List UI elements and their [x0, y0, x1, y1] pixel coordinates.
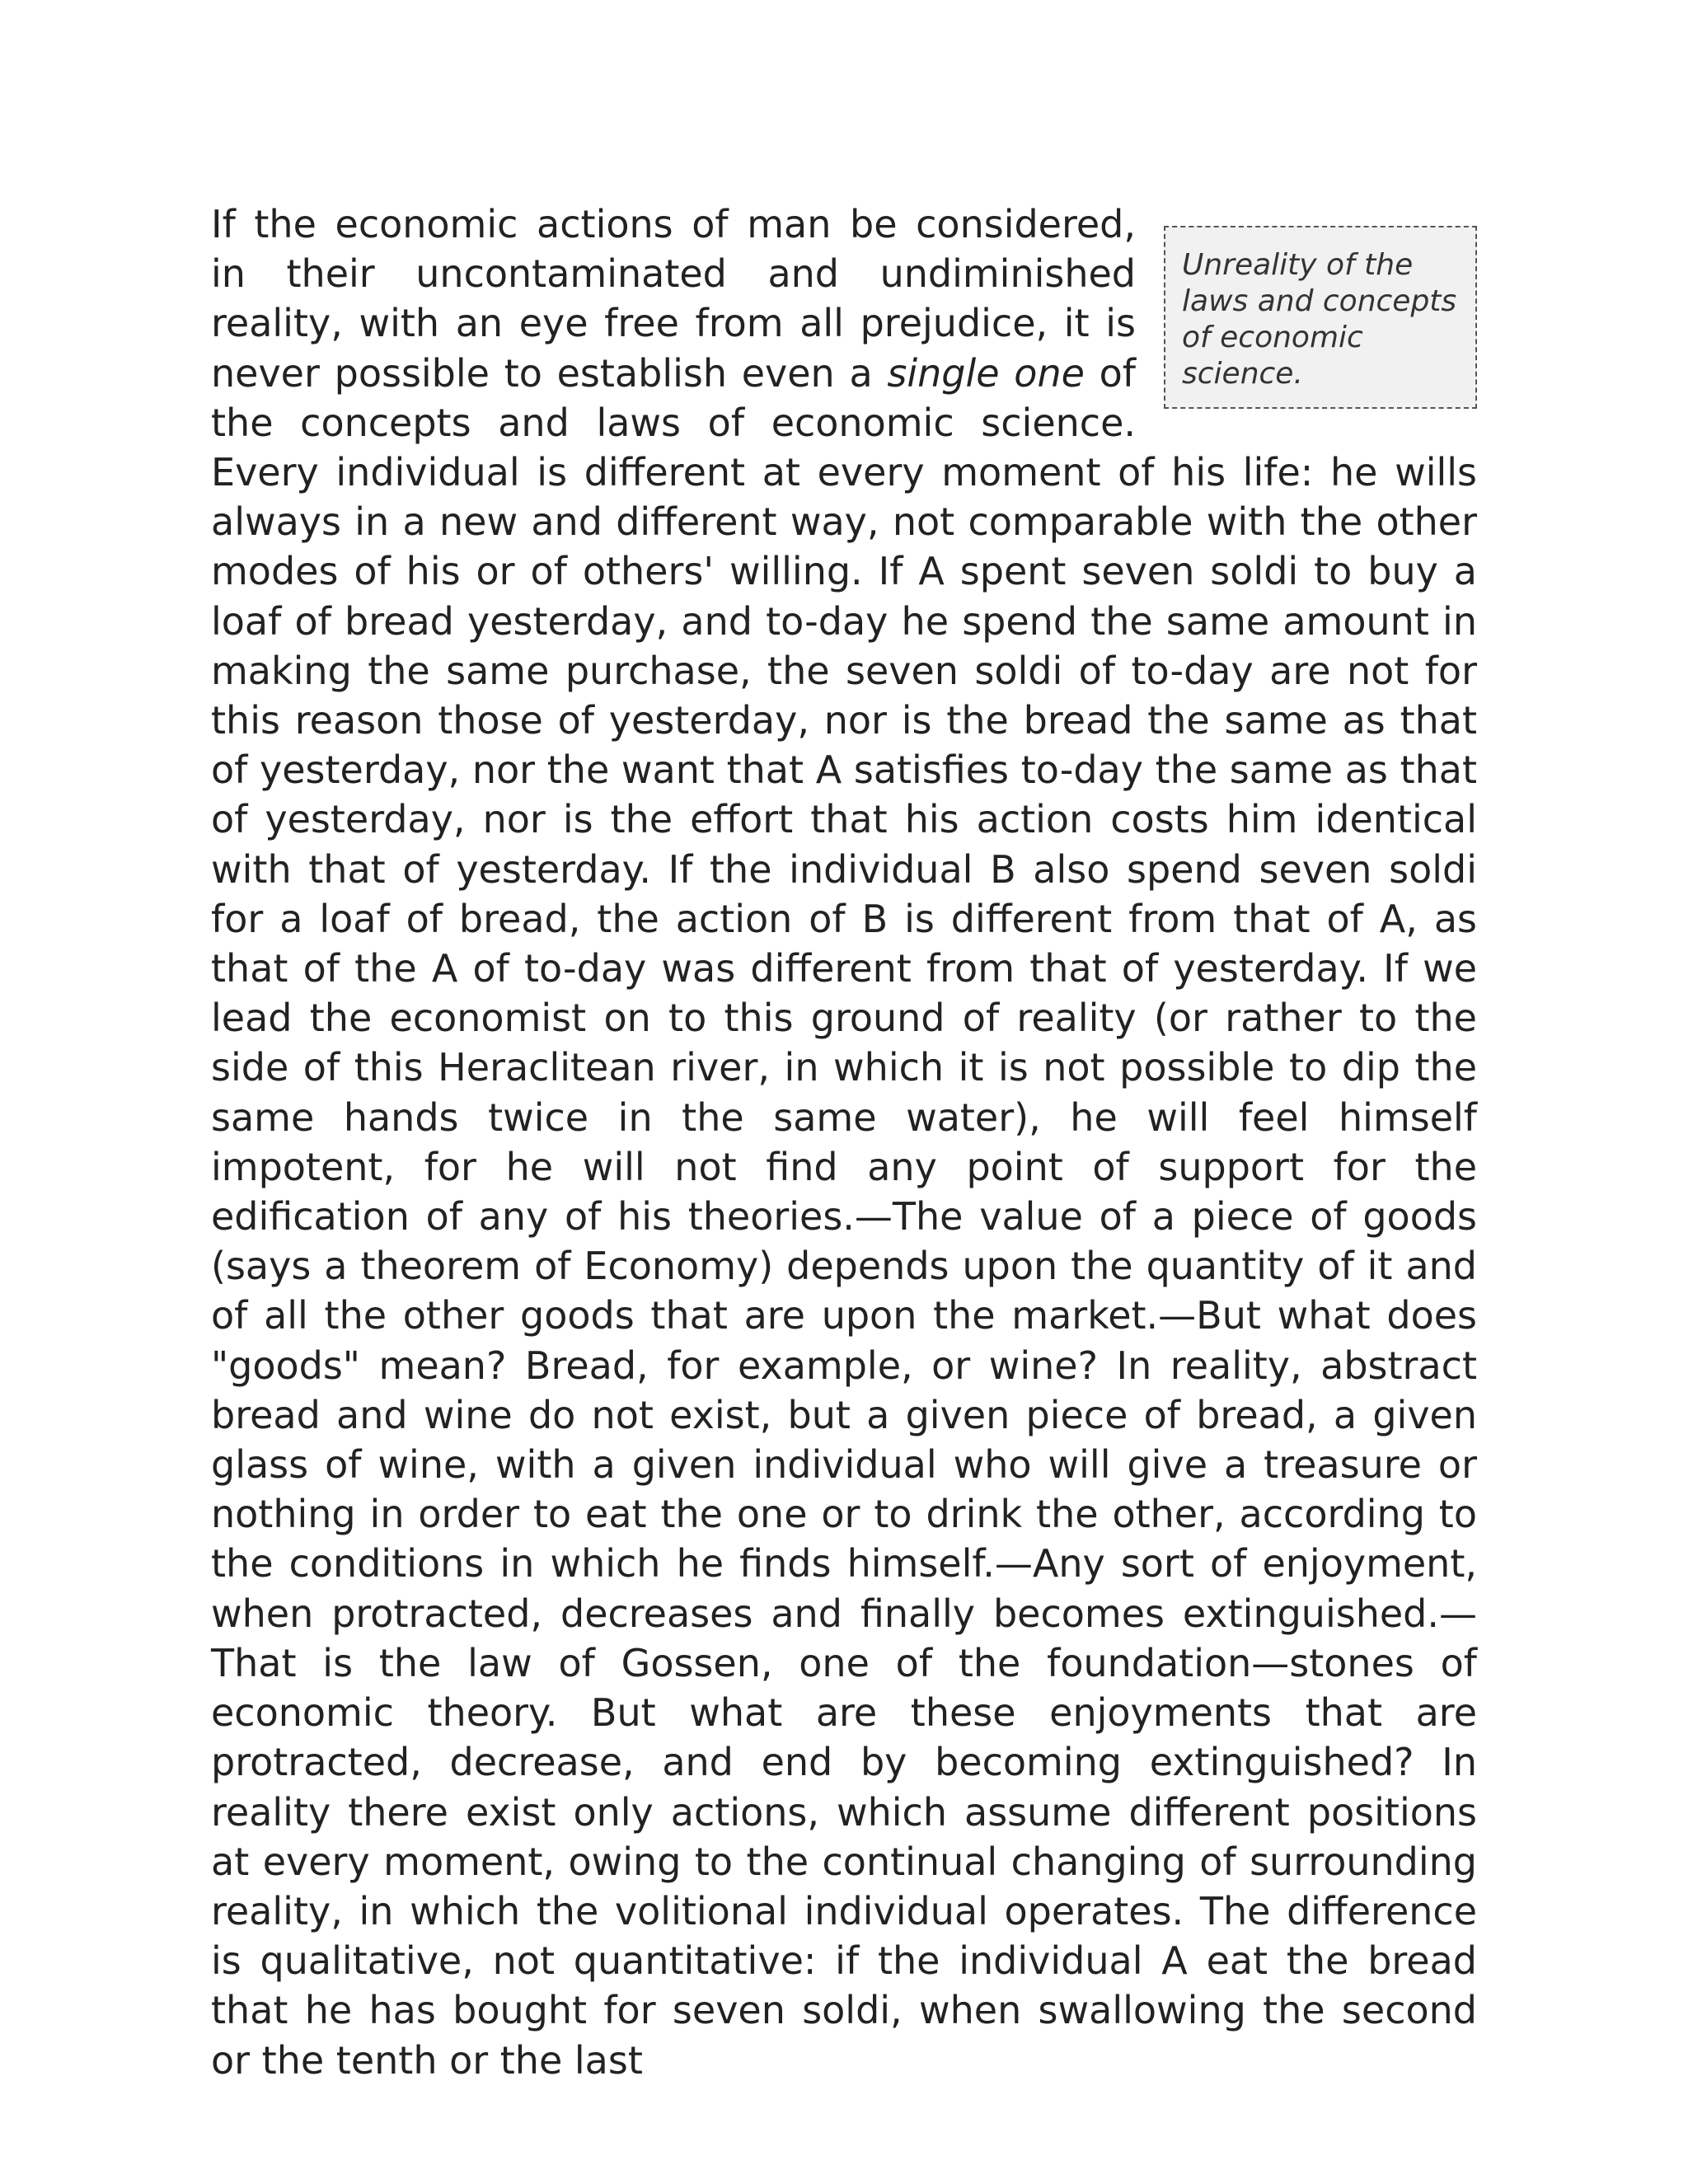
page-content [211, 199, 1477, 2085]
margin-note-text: Unreality of the laws and concepts of economic science. [1182, 248, 1457, 391]
paragraph-text-part1: If the economic actions of man be considered, in their uncontaminated and undiminished reality, with an eye free from all prejudice, it is never possible to establish even a [211, 202, 1136, 396]
body-paragraph [211, 199, 1477, 2085]
emphasis-text: single one [887, 350, 1085, 396]
paragraph-text-part2: of the concepts and laws of economic science. Every individual is different at every moment of his life: he wills always in a new and different way, not comparable with the other modes of his or of others' willing. If A spent seven soldi to buy a loaf of bread yesterday, and to-day he spend the same amount in making the same purchase, the seven soldi of to-day are not for this reason those of yesterday, nor is the bread the same as that of yesterday, nor the want that A satisfies to-day the same as that of yesterday, nor is the effort that his action costs him identical with that of yesterday. If the individual B also spend seven soldi for a loaf of bread, the action of B is different from that of A, as that of the A of to-day was different from that of yesterday. If we lead the economist on to this ground of reality (or rather to the side of this Heraclitean river, in which it is not possible to dip the same hands twice in the same water), he will feel himself impotent, for he will not find any point of support for the edification of any of his theories.—The value of a piece of goods (says a theorem of Economy) depends upon the quantity of it and of all the other goods that are upon the market.—But what does "goods" mean? Bread, for example, or wine? In reality, abstract bread and wine do not exist, but a given piece of bread, a given glass of wine, with a given individual who will give a treasure or nothing in order to eat the one or to drink the other, according to the conditions in which he finds himself.—Any sort of enjoyment, when protracted, decreases and finally becomes extinguished.—That is the law of Gossen, one of the foundation—stones of economic theory. But what are these enjoyments that are protracted, decrease, and end by becoming extinguished? In reality there exist only actions, which assume different positions at every moment, owing to the continual changing of surrounding reality, in which the volitional individual operates. The difference is qualitative, not quantitative: if the individual A eat the bread that he has bought for seven soldi, when swallowing the second or the tenth or the last [211, 350, 1477, 2083]
margin-note [1164, 226, 1477, 409]
